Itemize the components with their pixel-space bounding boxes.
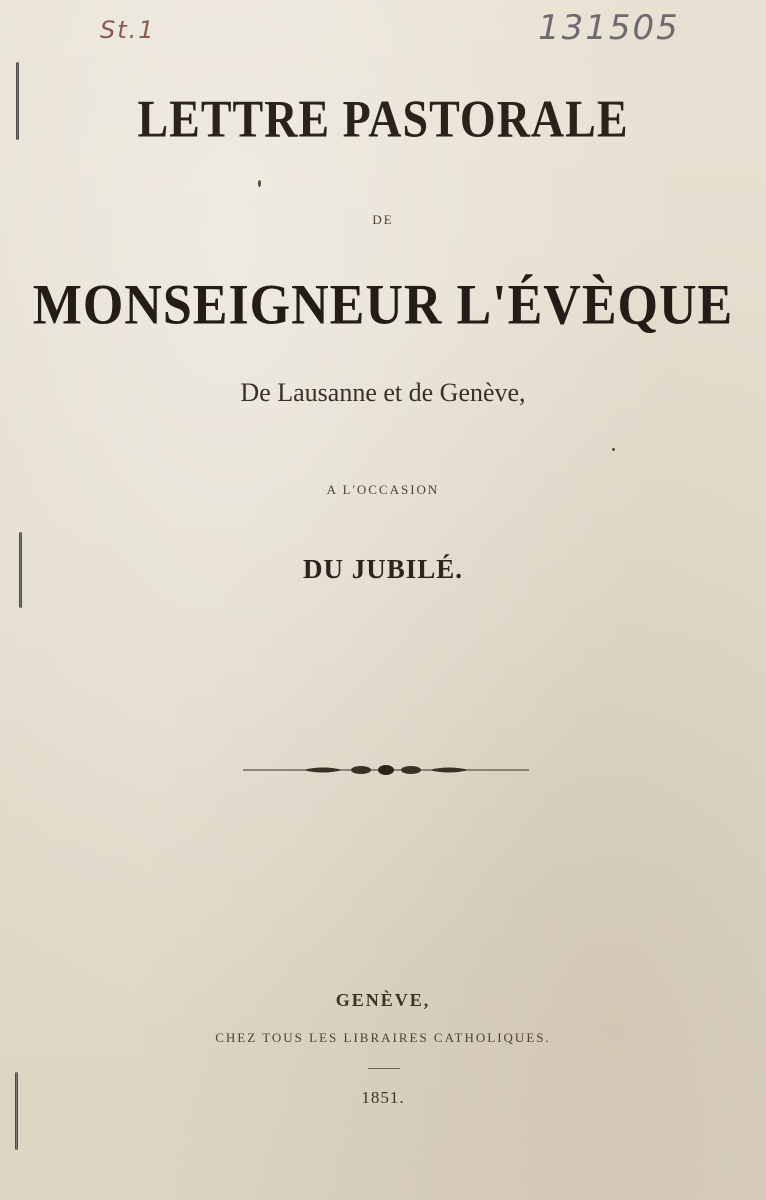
ornamental-rule	[243, 762, 529, 778]
title-connector: DE	[372, 212, 394, 227]
ink-speck	[612, 448, 615, 451]
ink-speck	[258, 180, 261, 187]
imprint-city: GENÈVE,	[335, 990, 431, 1010]
staple	[15, 1072, 18, 1150]
occasion-heading: DU JUBILÉ.	[302, 554, 464, 584]
imprint-year: 1851.	[361, 1088, 405, 1107]
imprint-rule	[368, 1068, 400, 1069]
author-heading: MONSEIGNEUR L'ÉVÈQUE	[32, 274, 734, 337]
document-title: LETTRE PASTORALE	[137, 89, 629, 148]
handwritten-inventory-number: 131505	[538, 8, 680, 48]
handwritten-shelfmark: St.1	[100, 16, 156, 44]
imprint-sellers: CHEZ TOUS LES LIBRAIRES CATHOLIQUES.	[215, 1030, 551, 1045]
diocese-line: De Lausanne et de Genève,	[240, 378, 526, 407]
occasion-prefix: A L'OCCASION	[326, 482, 440, 497]
